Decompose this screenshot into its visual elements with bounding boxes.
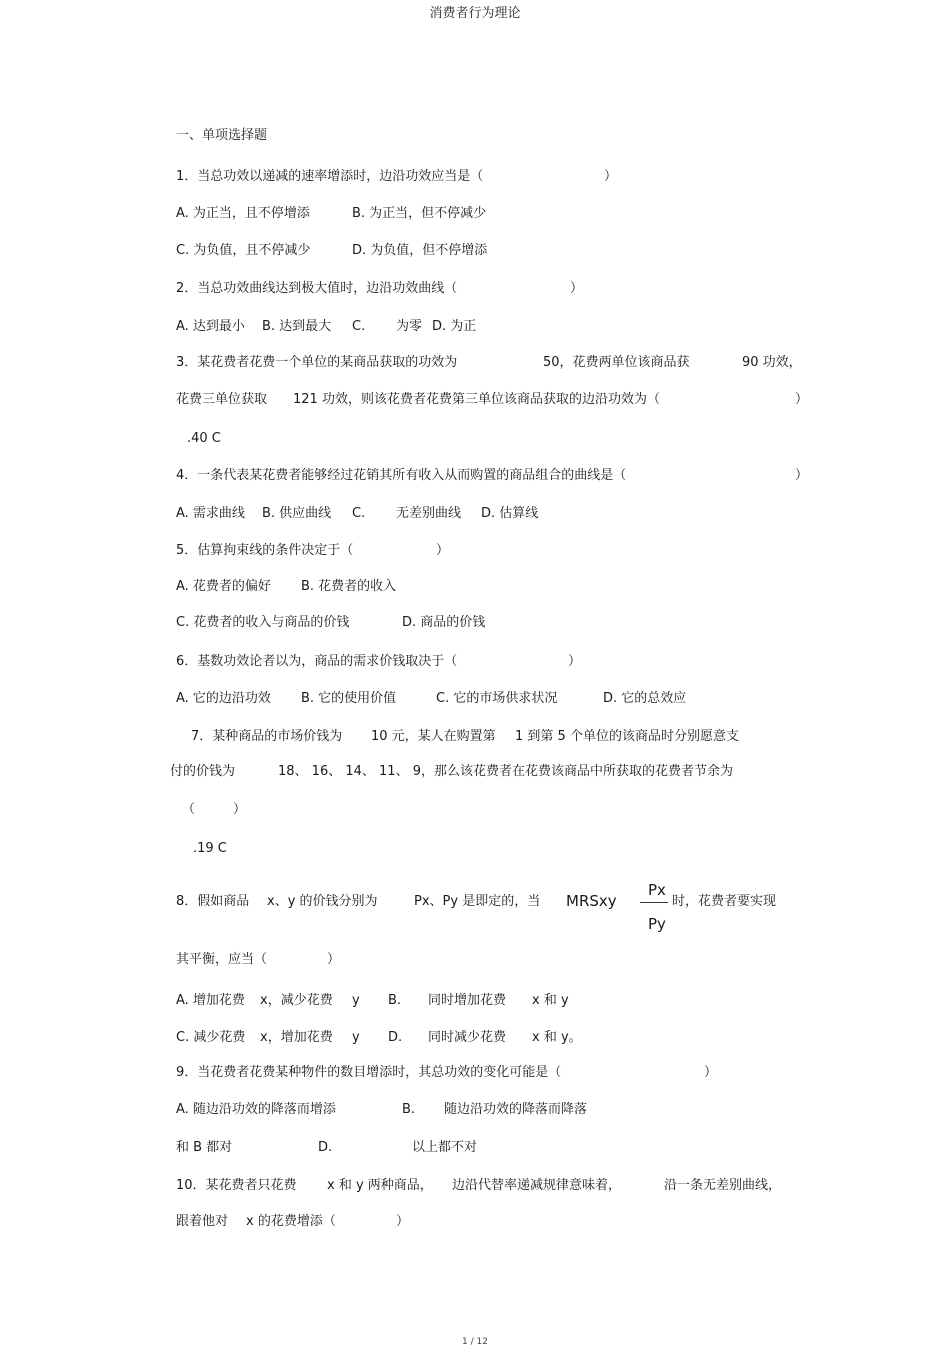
question-10-part4: 沿一条无差别曲线，	[664, 1178, 782, 1193]
option-c: C. 减少花费	[176, 1030, 246, 1045]
option-a-part3: y	[352, 993, 360, 1008]
question-8: 8．假如商品	[176, 894, 250, 909]
option-d-text: 以上都不对	[412, 1140, 478, 1155]
formula-mrs: MRSxy	[566, 892, 617, 910]
option-a: A. 需求曲线	[176, 506, 245, 521]
question-1: 1．当总功效以递减的速率增添时，边沿功效应当是（	[176, 169, 484, 184]
question-8-close: ）	[327, 952, 341, 967]
question-10-line2: 跟着他对	[176, 1214, 229, 1229]
section-title: 一、单项选择题	[176, 128, 268, 143]
page-number: 1 / 12	[462, 1337, 488, 1347]
option-d: D.	[318, 1140, 333, 1155]
question-6-close: ）	[568, 654, 582, 669]
question-3-part2: 50，花费两单位该商品获	[543, 355, 690, 370]
question-10-close: ）	[396, 1214, 410, 1229]
option-a-part2: x，减少花费	[260, 993, 333, 1008]
option-b: B. 它的使用价值	[301, 691, 397, 706]
question-9-close: ）	[704, 1065, 718, 1080]
option-a: A. 达到最小	[176, 319, 245, 334]
question-3-line2: 花费三单位获取	[176, 392, 268, 407]
question-10: 10．某花费者只花费	[176, 1178, 297, 1193]
page-header: 消费者行为理论	[429, 6, 521, 21]
option-c: C.	[352, 319, 366, 334]
option-d: D. 为正	[432, 319, 477, 334]
question-7-part2: 10 元，某人在购置第	[371, 729, 496, 744]
question-7-line2: 付的价钱为	[170, 764, 236, 779]
question-10-part2: x 和 y 两种商品，	[327, 1178, 433, 1193]
option-d: D.	[388, 1030, 403, 1045]
option-c: C. 它的市场供求状况	[436, 691, 558, 706]
question-2: 2．当总功效曲线达到极大值时，边沿功效曲线（	[176, 281, 458, 296]
option-d: D. 为负值，但不停增添	[352, 243, 488, 258]
option-a: A. 为正当，且不停增添	[176, 206, 310, 221]
answer-text: .40 C	[187, 431, 221, 446]
option-d: D. 商品的价钱	[402, 615, 486, 630]
question-3-part3: 90 功效，	[742, 355, 802, 370]
option-c-part2: x，增加花费	[260, 1030, 333, 1045]
question-10-part3: 边沿代替率递减规律意味着，	[452, 1178, 622, 1193]
option-a: A. 增加花费	[176, 993, 245, 1008]
option-a: A. 随边沿功效的降落而增添	[176, 1102, 336, 1117]
question-6: 6．基数功效论者以为，商品的需求价钱取决于（	[176, 654, 458, 669]
option-c-part3: y	[352, 1030, 360, 1045]
option-b: B. 花费者的收入	[301, 579, 397, 594]
question-4: 4．一条代表某花费者能够经过花销其所有收入从而购置的商品组合的曲线是（	[176, 468, 627, 483]
question-8-part3: Px、Py 是即定的，当	[414, 894, 541, 909]
fraction-bar	[640, 902, 668, 903]
formula-numerator: Px	[648, 881, 666, 899]
option-c-text: 为零	[396, 319, 423, 334]
option-a: A. 它的边沿功效	[176, 691, 271, 706]
option-c: C. 为负值，且不停减少	[176, 243, 311, 258]
option-c: C. 花费者的收入与商品的价钱	[176, 615, 350, 630]
answer-blank-close: ）	[233, 802, 247, 817]
question-7-part3: 1 到第 5 个单位的该商品时分别愿意支	[515, 729, 739, 744]
option-c: C.	[352, 506, 366, 521]
option-c: 和 B 都对	[176, 1140, 233, 1155]
option-c-text: 无差别曲线	[396, 506, 462, 521]
question-8-line2: 其平衡，应当（	[176, 952, 268, 967]
question-1-close: ）	[604, 169, 618, 184]
option-b-part3: x 和 y	[532, 993, 569, 1008]
answer-blank-open: （	[182, 802, 196, 817]
question-8-part4: 时，花费者要实现	[672, 894, 777, 909]
question-3-line2b: 121 功效，则该花费者花费第三单位该商品获取的边沿功效为（	[293, 392, 660, 407]
question-7: 7．某种商品的市场价钱为	[191, 729, 343, 744]
option-b-text: 随边沿功效的降落而降落	[444, 1102, 588, 1117]
option-a: A. 花费者的偏好	[176, 579, 271, 594]
question-5-close: ）	[436, 543, 450, 558]
question-3: 3．某花费者花费一个单位的某商品获取的功效为	[176, 355, 458, 370]
answer-text: .19 C	[193, 841, 227, 856]
question-9: 9．当花费者花费某种物件的数目增添时，其总功效的变化可能是（	[176, 1065, 562, 1080]
option-b-part2: 同时增加花费	[428, 993, 507, 1008]
option-b: B. 为正当，但不停减少	[352, 206, 487, 221]
question-7-line2b: 18、 16、 14、 11、 9，那么该花费者在花费该商品中所获取的花费者节余为	[278, 764, 733, 779]
question-8-part2: x、y 的价钱分别为	[267, 894, 378, 909]
option-b: B. 供应曲线	[262, 506, 332, 521]
option-b: B.	[402, 1102, 416, 1117]
question-2-close: ）	[570, 281, 584, 296]
option-b: B.	[388, 993, 402, 1008]
question-3-close: ）	[795, 392, 809, 407]
option-d-part2: 同时减少花费	[428, 1030, 507, 1045]
formula-denominator: Py	[648, 915, 666, 933]
option-b: B. 达到最大	[262, 319, 332, 334]
question-4-close: ）	[795, 468, 809, 483]
question-10-line2b: x 的花费增添（	[246, 1214, 336, 1229]
option-d-part3: x 和 y。	[532, 1030, 582, 1045]
option-d: D. 估算线	[481, 506, 539, 521]
question-5: 5．估算拘束线的条件决定于（	[176, 543, 354, 558]
option-d: D. 它的总效应	[603, 691, 687, 706]
